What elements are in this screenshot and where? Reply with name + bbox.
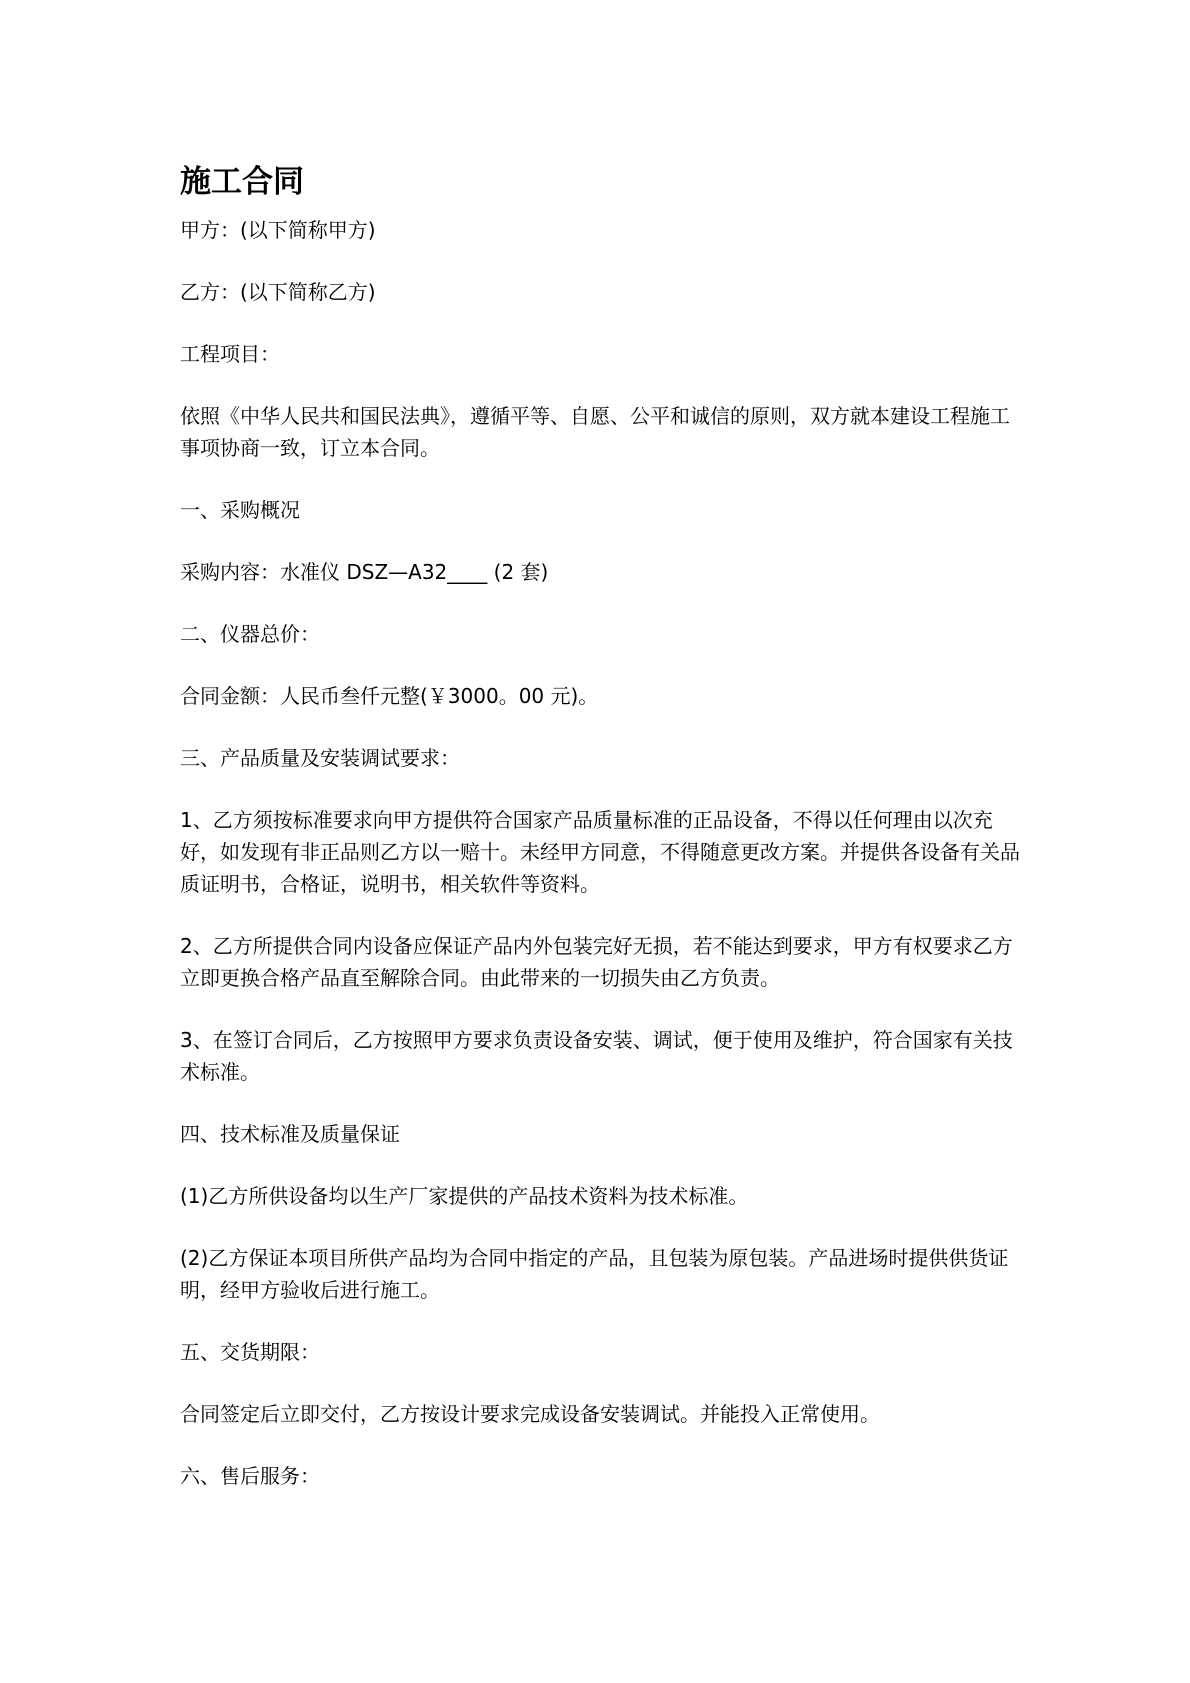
delivery-clause: 合同签定后立即交付，乙方按设计要求完成设备安装调试。并能投入正常使用。 <box>180 1402 880 1426</box>
document-page <box>180 160 1020 1522</box>
contract-amount-line: 合同金额：人民币叁仟元整(￥3000。00 元)。 <box>180 684 599 708</box>
clause-4-2: (2)乙方保证本项目所供产品均为合同中指定的产品，且包装为原包装。产品进场时提供供货证明，经甲方验收后进行施工。 <box>180 1246 1009 1302</box>
clause-3-2: 2、乙方所提供合同内设备应保证产品内外包装完好无损，若不能达到要求，甲方有权要求乙方立即更换合格产品直至解除合同。由此带来的一切损失由乙方负责。 <box>180 934 1013 990</box>
party-b-line: 乙方：(以下简称乙方) <box>180 280 376 304</box>
section-heading-6: 六、售后服务： <box>180 1464 320 1488</box>
clause-3-1: 1、乙方须按标准要求向甲方提供符合国家产品质量标准的正品设备，不得以任何理由以次充好，如发现有非正品则乙方以一赔十。未经甲方同意，不得随意更改方案。并提供各设备有关品质证明书，合格证，说明书，相关软件等资料。 <box>180 808 1020 896</box>
section-heading-2: 二、仪器总价： <box>180 622 320 646</box>
clause-4-1: (1)乙方所供设备均以生产厂家提供的产品技术资料为技术标准。 <box>180 1184 749 1208</box>
clause-3-3: 3、在签订合同后，乙方按照甲方要求负责设备安装、调试，便于使用及维护，符合国家有关技术标准。 <box>180 1028 1013 1084</box>
project-line: 工程项目： <box>180 342 280 366</box>
preamble-paragraph: 依照《中华人民共和国民法典》，遵循平等、自愿、公平和诚信的原则，双方就本建设工程施工事项协商一致，订立本合同。 <box>180 404 1010 460</box>
section-heading-4: 四、技术标准及质量保证 <box>180 1122 400 1146</box>
document-title: 施工合同 <box>180 164 304 200</box>
section-heading-1: 一、采购概况 <box>180 498 300 522</box>
purchase-content-line: 采购内容：水准仪 DSZ—A32____ (2 套) <box>180 560 549 584</box>
section-heading-5: 五、交货期限： <box>180 1340 320 1364</box>
party-a-line: 甲方：(以下简称甲方) <box>180 218 376 242</box>
section-heading-3: 三、产品质量及安装调试要求： <box>180 746 460 770</box>
